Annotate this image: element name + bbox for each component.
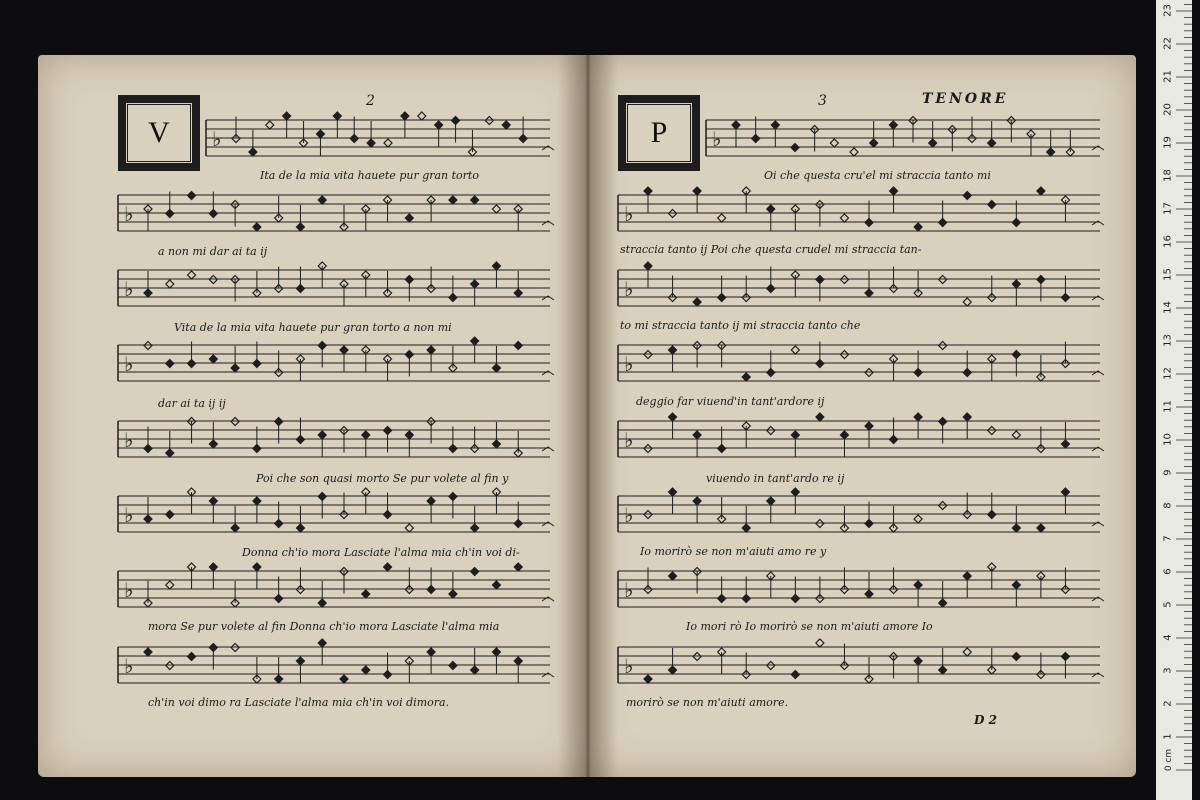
- ruler-number: 23: [1162, 4, 1174, 17]
- note-head: [266, 121, 274, 129]
- staff: [118, 563, 554, 607]
- note-head: [791, 346, 799, 354]
- voice-part-label: TENORE: [922, 91, 1009, 107]
- left-page: [38, 55, 586, 777]
- initial-letter: P: [625, 102, 693, 164]
- staff: [118, 192, 554, 232]
- initial-letter: V: [125, 102, 193, 164]
- ruler-number: 7: [1162, 535, 1174, 542]
- ruler-number: 5: [1162, 601, 1174, 608]
- note-head: [405, 214, 413, 222]
- staff: [618, 488, 1104, 532]
- lyric-line: Vita de la mia vita hauete pur gran torto a non mi: [174, 321, 452, 334]
- note-head: [492, 581, 500, 589]
- note-head: [144, 648, 152, 656]
- clef-sign: ♭: [624, 352, 634, 376]
- lyric-line: dar ai ta ij ij: [158, 397, 226, 410]
- ruler-number: 16: [1162, 235, 1174, 248]
- ruler-number: 11: [1162, 400, 1174, 413]
- note-head: [830, 139, 838, 147]
- lyric-line: deggio far viuend'in tant'ardore ij: [636, 395, 825, 408]
- ruler-number: 2: [1162, 700, 1174, 707]
- staff: [618, 413, 1104, 457]
- clef-sign: ♭: [124, 277, 134, 301]
- note-head: [418, 112, 426, 120]
- clef-sign: ♭: [124, 503, 134, 527]
- signature-mark: D 2: [974, 713, 997, 727]
- page-number: 3: [818, 93, 827, 109]
- staff: [118, 639, 554, 683]
- note-head: [209, 355, 217, 363]
- note-head: [188, 653, 196, 661]
- note-head: [502, 121, 510, 129]
- note-head: [742, 373, 750, 381]
- lyric-line: ch'in voi dimo ra Lasciate l'alma mia ch'in voi dimora.: [148, 696, 450, 709]
- music-staves: [38, 55, 586, 777]
- open-book: [38, 55, 1136, 777]
- clef-sign: ♭: [124, 352, 134, 376]
- lyric-line: straccia tanto ij Poi che questa crudel mi straccia tan-: [620, 243, 922, 256]
- ruler-number: 6: [1162, 568, 1174, 575]
- note-head: [166, 360, 174, 368]
- ruler-unit-label: 0 cm: [1164, 748, 1175, 772]
- note-head: [362, 666, 370, 674]
- note-head: [384, 563, 392, 571]
- ruler-number: 15: [1162, 268, 1174, 281]
- ruler-number: 20: [1162, 103, 1174, 116]
- note-head: [492, 205, 500, 213]
- note-head: [840, 214, 848, 222]
- note-head: [449, 662, 457, 670]
- clef-sign: ♭: [624, 503, 634, 527]
- note-head: [914, 515, 922, 523]
- ruler-number: 17: [1162, 202, 1174, 215]
- staff: [706, 117, 1104, 157]
- ruler-number: 3: [1162, 667, 1174, 674]
- note-head: [514, 342, 522, 350]
- ruler-number: 1: [1162, 733, 1174, 740]
- clef-sign: ♭: [624, 578, 634, 602]
- note-head: [514, 563, 522, 571]
- note-head: [850, 148, 858, 156]
- staff: [118, 337, 554, 381]
- clef-sign: ♭: [124, 428, 134, 452]
- staff: [618, 563, 1104, 607]
- lyric-line: Io mori rò Io morirò se non m'aiuti amore Io: [686, 620, 933, 633]
- ruler-number: 14: [1162, 301, 1174, 314]
- measuring-ruler: [1156, 0, 1192, 800]
- note-head: [791, 144, 799, 152]
- note-head: [188, 192, 196, 200]
- ruler-number: 13: [1162, 334, 1174, 347]
- note-head: [449, 196, 457, 204]
- lyric-line: a non mi dar ai ta ij: [158, 245, 268, 258]
- ruler-number: 9: [1162, 469, 1174, 476]
- ruler-number: 10: [1162, 433, 1174, 446]
- right-page: [586, 55, 1136, 777]
- note-head: [362, 590, 370, 598]
- note-head: [963, 298, 971, 306]
- note-head: [471, 196, 479, 204]
- ruler-number: 8: [1162, 502, 1174, 509]
- staff: [118, 488, 554, 532]
- note-head: [1037, 187, 1045, 195]
- staff: [118, 262, 554, 306]
- lyric-line: mora Se pur volete al fin Donna ch'io mora Lasciate l'alma mia: [148, 620, 500, 633]
- note-head: [1012, 653, 1020, 661]
- staff: [618, 187, 1104, 231]
- note-head: [1037, 524, 1045, 532]
- note-head: [166, 511, 174, 519]
- note-head: [914, 223, 922, 231]
- note-head: [384, 139, 392, 147]
- clef-sign: ♭: [124, 578, 134, 602]
- note-head: [166, 280, 174, 288]
- note-head: [318, 196, 326, 204]
- lyric-line: morirò se non m'aiuti amore.: [626, 696, 789, 709]
- note-head: [253, 223, 261, 231]
- lyric-line: Ita de la mia vita hauete pur gran torto: [260, 169, 479, 182]
- clef-sign: ♭: [624, 654, 634, 678]
- staff: [118, 418, 554, 458]
- note-head: [963, 192, 971, 200]
- clef-sign: ♭: [124, 202, 134, 226]
- ruler-number: 4: [1162, 634, 1174, 641]
- ruler-number: 19: [1162, 136, 1174, 149]
- note-head: [693, 298, 701, 306]
- lyric-line: to mi straccia tanto ij mi straccia tanto che: [620, 319, 861, 332]
- staff: [206, 112, 554, 156]
- note-head: [340, 675, 348, 683]
- note-head: [988, 201, 996, 209]
- staff: [618, 639, 1104, 683]
- note-head: [166, 581, 174, 589]
- note-head: [1012, 431, 1020, 439]
- ruler-number: 22: [1162, 37, 1174, 50]
- clef-sign: ♭: [712, 127, 722, 151]
- ruler-number: 12: [1162, 367, 1174, 380]
- note-head: [471, 568, 479, 576]
- clef-sign: ♭: [624, 202, 634, 226]
- note-head: [188, 271, 196, 279]
- note-head: [405, 524, 413, 532]
- music-staves: [586, 55, 1136, 777]
- page-number: 2: [366, 93, 375, 109]
- note-head: [963, 648, 971, 656]
- clef-sign: ♭: [212, 127, 222, 151]
- clef-sign: ♭: [624, 428, 634, 452]
- lyric-line: Poi che son quasi morto Se pur volete al fin y: [256, 472, 509, 485]
- ruler-ticks: [1156, 0, 1192, 800]
- note-head: [669, 572, 677, 580]
- ruler-number: 18: [1162, 169, 1174, 182]
- note-head: [816, 413, 824, 421]
- note-head: [791, 671, 799, 679]
- note-head: [718, 214, 726, 222]
- clef-sign: ♭: [624, 277, 634, 301]
- clef-sign: ♭: [124, 654, 134, 678]
- lyric-line: Donna ch'io mora Lasciate l'alma mia ch'in voi di-: [242, 546, 520, 559]
- staff: [618, 262, 1104, 306]
- lyric-line: Oi che questa cru'el mi straccia tanto mi: [764, 169, 991, 182]
- lyric-line: Io morirò se non m'aiuti amo re y: [640, 545, 827, 558]
- note-head: [644, 675, 652, 683]
- ruler-number: 21: [1162, 70, 1174, 83]
- staff: [618, 342, 1104, 382]
- lyric-line: viuendo in tant'ardo re ij: [706, 472, 845, 485]
- note-head: [816, 639, 824, 647]
